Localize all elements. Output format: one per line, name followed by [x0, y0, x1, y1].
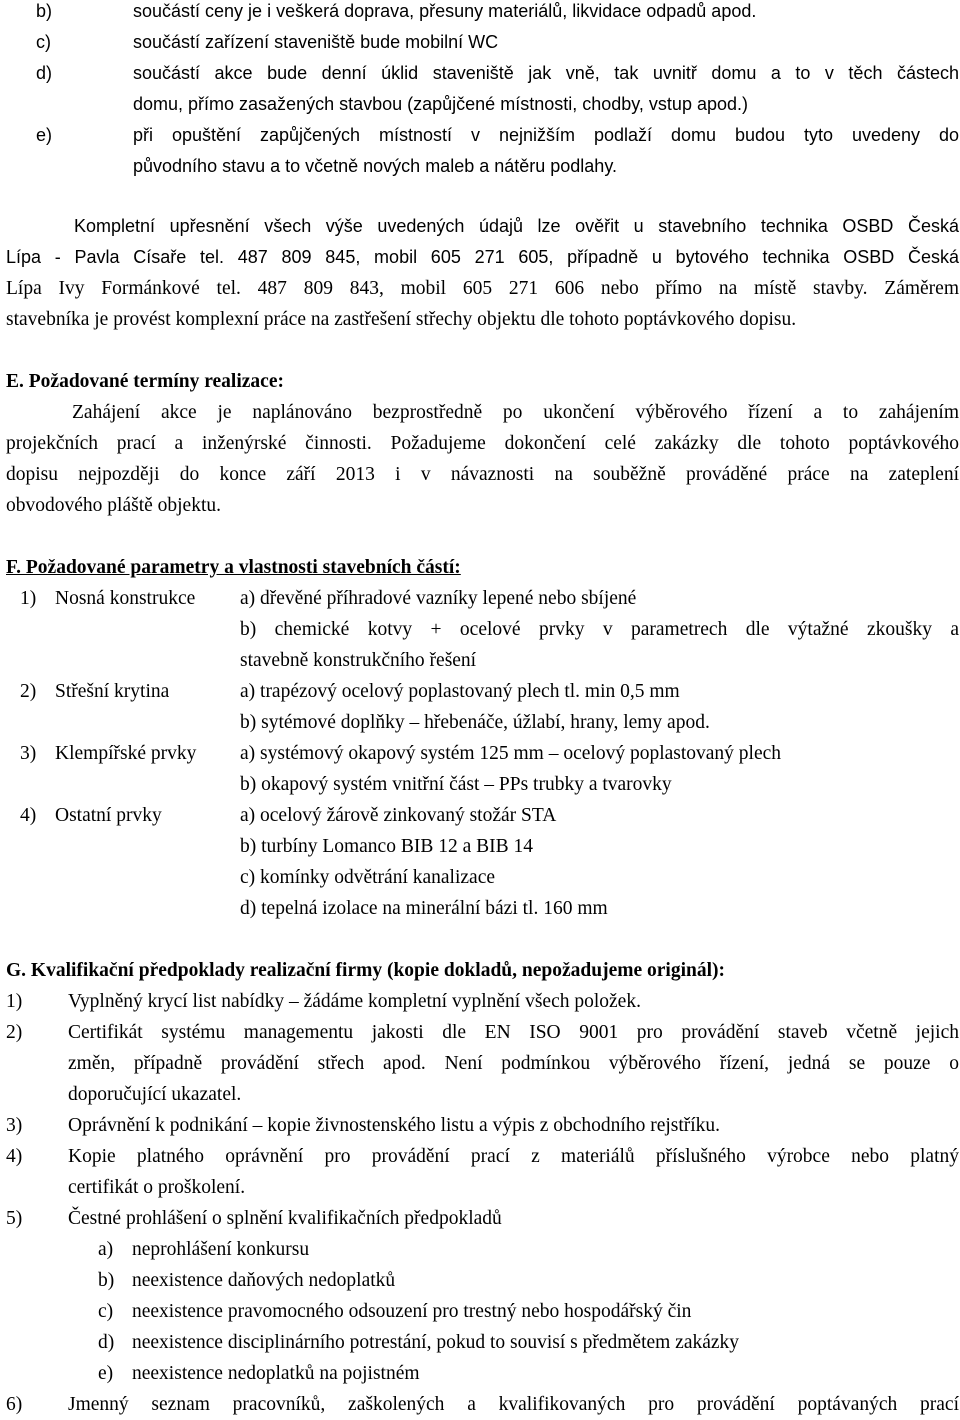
param-label: Klempířské prvky: [55, 743, 197, 764]
list-marker: b): [36, 1, 53, 21]
qualification-text: změn, případně provádění střech apod. Není podmínkou výběrového řízení, jedná se pouze o: [68, 1053, 959, 1074]
qualification-text: certifikát o proškolení.: [68, 1177, 246, 1198]
paragraph-line: projekčních prací a inženýrské činnosti. Požadujeme dokončení celé zakázky dle tohoto poptávkového: [6, 433, 959, 454]
sub-item-marker: d): [98, 1332, 115, 1353]
param-label: Střešní krytina: [55, 681, 170, 702]
param-value: b) okapový systém vnitřní část – PPs trubky a tvarovky: [240, 774, 672, 795]
list-item-text: při opuštění zapůjčených místností v nejnižším podlaží domu budou tyto uvedeny do: [133, 125, 959, 145]
qualification-number: 6): [6, 1394, 23, 1415]
paragraph-line: dopisu nejpozději do konce září 2013 i v návaznosti na souběžně prováděné práce na zateplení: [6, 464, 959, 485]
list-item-text: součástí zařízení staveniště bude mobilní WC: [133, 32, 499, 52]
param-value: c) komínky odvětrání kanalizace: [240, 867, 496, 888]
paragraph-line: Kompletní upřesnění všech výše uvedených údajů lze ověřit u stavebního technika OSBD Česká: [74, 216, 959, 236]
section-f-heading: F. Požadované parametry a vlastnosti stavebních částí:: [6, 557, 461, 578]
param-label: Nosná konstrukce: [55, 588, 196, 609]
qualification-text: doporučující ukazatel.: [68, 1084, 242, 1105]
param-label: Ostatní prvky: [55, 805, 162, 826]
param-value: a) trapézový ocelový poplastovaný plech tl. min 0,5 mm: [240, 681, 680, 702]
section-g-heading: G. Kvalifikační předpoklady realizační firmy (kopie dokladů, nepožadujeme originál):: [6, 960, 726, 981]
qualification-number: 1): [6, 991, 23, 1012]
qualification-number: 3): [6, 1115, 23, 1136]
param-number: 2): [20, 681, 37, 702]
qualification-text: Čestné prohlášení o splnění kvalifikačních předpokladů: [68, 1208, 502, 1229]
sub-item-text: neexistence pravomocného odsouzení pro trestný nebo hospodářský čin: [132, 1301, 692, 1322]
qualification-text: Oprávnění k podnikání – kopie živnostenského listu a výpis z obchodního rejstříku.: [68, 1115, 721, 1136]
list-marker: d): [36, 63, 53, 83]
section-e-heading: E. Požadované termíny realizace:: [6, 371, 284, 392]
paragraph-line: Zahájení akce je naplánováno bezprostředně po ukončení výběrového řízení a to zahájením: [72, 402, 959, 423]
qualification-text: Jmenný seznam pracovníků, zaškolených a kvalifikovaných pro provádění poptávaných prací: [68, 1394, 959, 1415]
paragraph-line: obvodového pláště objektu.: [6, 495, 222, 516]
param-value: d) tepelná izolace na minerální bázi tl. 160 mm: [240, 898, 608, 919]
param-value: a) ocelový žárově zinkovaný stožár STA: [240, 805, 557, 826]
param-number: 1): [20, 588, 37, 609]
param-value: a) dřevěné příhradové vazníky lepené nebo sbíjené: [240, 588, 637, 609]
qualification-number: 2): [6, 1022, 23, 1043]
param-number: 4): [20, 805, 37, 826]
list-item-text: původního stavu a to včetně nových maleb a nátěru podlahy.: [133, 156, 617, 176]
list-marker: c): [36, 32, 51, 52]
qualification-number: 5): [6, 1208, 23, 1229]
qualification-text: Kopie platného oprávnění pro provádění prací z materiálů příslušného výrobce nebo platný: [68, 1146, 959, 1167]
param-value: b) chemické kotvy + ocelové prvky v parametrech dle výtažné zkoušky a: [240, 619, 959, 640]
sub-item-text: neexistence daňových nedoplatků: [132, 1270, 396, 1291]
paragraph-line: stavebníka je provést komplexní práce na zastřešení střechy objektu dle tohoto poptávkového dopisu.: [6, 309, 797, 330]
sub-item-text: neprohlášení konkursu: [132, 1239, 310, 1260]
sub-item-marker: e): [98, 1363, 114, 1384]
qualification-text: Certifikát systému managementu jakosti dle EN ISO 9001 pro provádění staveb včetně jejich: [68, 1022, 959, 1043]
list-marker: e): [36, 125, 53, 145]
list-item-text: domu, přímo zasažených stavbou (zapůjčené místnosti, chodby, vstup apod.): [133, 94, 748, 114]
sub-item-text: neexistence nedoplatků na pojistném: [132, 1363, 420, 1384]
list-item-text: součástí ceny je i veškerá doprava, přesuny materiálů, likvidace odpadů apod.: [133, 1, 757, 21]
param-value: stavebně konstrukčního řešení: [240, 650, 477, 671]
list-item-text: součástí akce bude denní úklid staveniště jak vně, tak uvnitř domu a to v těch částech: [133, 63, 959, 83]
sub-item-marker: c): [98, 1301, 114, 1322]
paragraph-line: Lípa Ivy Formánkové tel. 487 809 843, mobil 605 271 606 nebo přímo na místě stavby. Záměrem: [6, 278, 959, 299]
param-value: b) sytémové doplňky – hřebenáče, úžlabí, hrany, lemy apod.: [240, 712, 710, 733]
param-value: b) turbíny Lomanco BIB 12 a BIB 14: [240, 836, 534, 857]
sub-item-marker: b): [98, 1270, 115, 1291]
qualification-number: 4): [6, 1146, 23, 1167]
sub-item-text: neexistence disciplinárního potrestání, pokud to souvisí s předmětem zakázky: [132, 1332, 740, 1353]
sub-item-marker: a): [98, 1239, 114, 1260]
param-value: a) systémový okapový systém 125 mm – ocelový poplastovaný plech: [240, 743, 782, 764]
param-number: 3): [20, 743, 37, 764]
paragraph-line: Lípa - Pavla Císaře tel. 487 809 845, mobil 605 271 605, případně u bytového technika OSBD Česká: [6, 247, 959, 267]
qualification-text: Vyplněný krycí list nabídky – žádáme kompletní vyplnění všech položek.: [68, 991, 641, 1012]
